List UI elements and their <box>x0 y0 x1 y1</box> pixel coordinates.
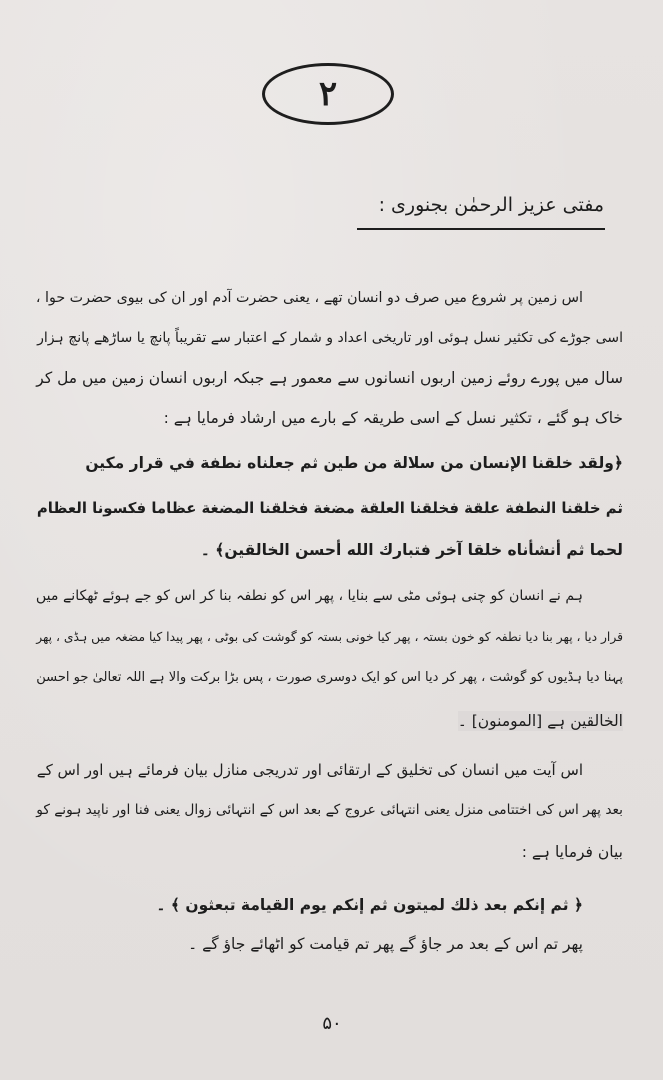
surah-reference: الخالقین ہے [المومنون] ۔ <box>457 712 623 730</box>
body-line: بیان فرمایا ہے : <box>521 843 623 861</box>
translation-line: پھر تم اس کے بعد مر جاؤ گے پھر تم قیامت کو اٹھائے جاؤ گے ۔ <box>188 935 583 953</box>
body-line: خاک ہو گئے ، تکثیر نسل کے اسی طریقہ کے بارے میں ارشاد فرمایا ہے : <box>163 409 623 427</box>
chapter-number-badge <box>262 63 394 125</box>
author-heading: مفتی عزیز الرحمٰن بجنوری : <box>378 194 604 216</box>
body-line: اس آیت میں انسان کی تخلیق کے ارتقائی اور تدریجی منازل بیان فرمائے ہیں اور اس کے <box>36 761 583 779</box>
body-line: اسی جوڑے کی تکثیر نسل ہوئی اور تاریخی اعداد و شمار کے اعتبار سے تقریباً پانچ یا ساڑھے پانچ ہزار <box>37 330 623 346</box>
translation-line <box>458 711 623 731</box>
chapter-number: ۲ <box>318 74 338 114</box>
translation-line: پہنا دیا ہڈیوں کو گوشت ، پھر کر دیا اس کو ایک دوسری صورت ، پس بڑا برکت والا ہے اللہ تعالیٰ جو احسن <box>36 670 623 685</box>
quran-verse-line: لحما ثم أنشأناه خلقا آخر فتبارك الله أحسن الخالقين﴾ ۔ <box>200 541 623 559</box>
quran-verse-line: ثم خلقنا النطفة علقة فخلقنا العلقة مضغة فخلقنا المضغة عظاما فكسونا العظام <box>36 499 623 517</box>
body-line: سال میں پورے روئے زمین اربوں انسانوں سے معمور ہے جبکہ اربوں انسان زمین میں مل کر <box>36 369 623 387</box>
quran-verse-line: ﴿ ثم إنكم بعد ذلك لميتون ثم إنكم يوم القيامة تبعثون ﴾ ۔ <box>156 896 583 914</box>
quran-verse-line: ﴿ولقد خلقنا الإنسان من سلالة من طين ثم جعلناه نطفة في قرار مكين <box>85 454 623 472</box>
translation-line: ہم نے انسان کو چنی ہوئی مٹی سے بنایا ، پھر اس کو نطفہ بنا کر اس کو جے ہوئے ٹھکانے میں <box>35 588 583 604</box>
author-heading-underline <box>357 228 605 230</box>
body-line: اس زمین پر شروع میں صرف دو انسان تھے ، یعنی حضرت آدم اور ان کی بیوی حضرت حوا ، <box>35 290 583 306</box>
translation-line: قرار دیا ، پھر بنا دیا نطفہ کو خون بستہ ، پھر کیا خونی بستہ کو گوشت کی بوٹی ، پھر پیدا کیا مضغہ میں ہڈی ، پھر <box>36 630 623 644</box>
body-line: بعد پھر اس کی اختتامی منزل یعنی انتہائی عروج کے بعد اس کے انتہائی زوال یعنی فنا اور ناپید ہونے کو <box>36 802 623 818</box>
page-number: ۵۰ <box>322 1013 342 1034</box>
